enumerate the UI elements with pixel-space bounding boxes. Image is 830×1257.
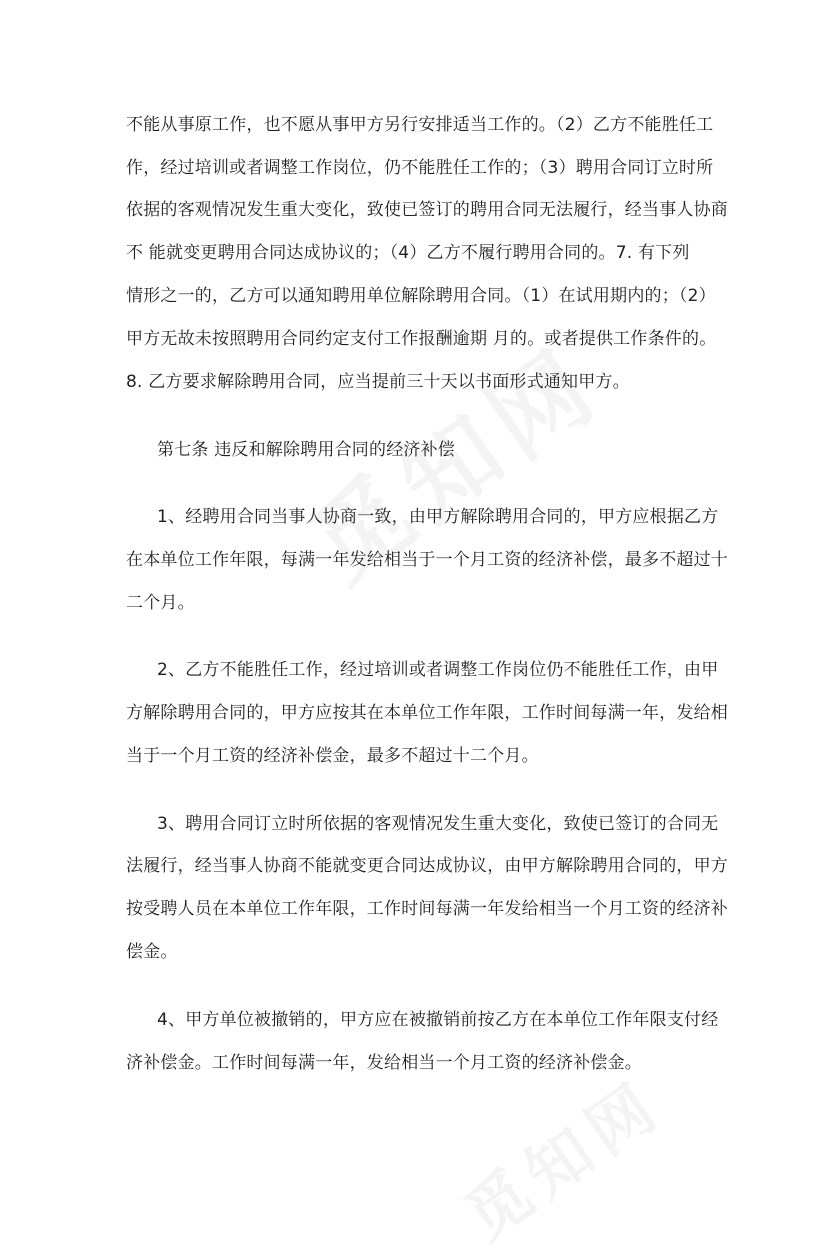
text-line: 3、聘用合同订立时所依据的客观情况发生重大变化，致使已签订的合同无 (157, 814, 719, 834)
text-line: 依据的客观情况发生重大变化，致使已签订的聘用合同无法履行，经当事人协商 (126, 200, 728, 220)
text-line: 4、甲方单位被撤销的，甲方应在被撤销前按乙方在本单位工作年限支付经 (157, 1010, 719, 1030)
text-line: 按受聘人员在本单位工作年限，工作时间每满一年发给相当一个月工资的经济补 (126, 899, 728, 919)
section-heading: 第七条 违反和解除聘用合同的经济补偿 (157, 440, 456, 460)
text-line: 情形之一的，乙方可以通知聘用单位解除聘用合同。（1）在试用期内的；（2） (126, 286, 716, 306)
text-line: 偿金。 (126, 942, 178, 962)
text-line: 2、乙方不能胜任工作，经过培训或者调整工作岗位仍不能胜任工作，由甲 (157, 660, 719, 680)
text-line: 当于一个月工资的经济补偿金，最多不超过十二个月。 (126, 746, 539, 766)
text-line: 作，经过培训或者调整工作岗位，仍不能胜任工作的；（3）聘用合同订立时所 (126, 158, 714, 178)
text-line: 8. 乙方要求解除聘用合同，应当提前三十天以书面形式通知甲方。 (126, 372, 630, 392)
text-line: 二个月。 (126, 593, 195, 613)
watermark (444, 1055, 679, 1257)
text-line: 不能从事原工作，也不愿从事甲方另行安排适当工作的。（2）乙方不能胜任工 (126, 115, 714, 135)
text-line: 方解除聘用合同的，甲方应按其在本单位工作年限，工作时间每满一年，发给相 (126, 703, 728, 723)
text-line: 不 能就变更聘用合同达成协议的；（4）乙方不履行聘用合同的。7. 有下列 (126, 243, 690, 263)
text-line: 在本单位工作年限，每满一年发给相当于一个月工资的经济补偿，最多不超过十 (126, 550, 728, 570)
text-line: 甲方无故未按照聘用合同约定支付工作报酬逾期 月的。或者提供工作条件的。 (126, 329, 717, 349)
text-line: 法履行，经当事人协商不能就变更合同达成协议，由甲方解除聘用合同的，甲方 (126, 856, 728, 876)
text-line: 1、经聘用合同当事人协商一致，由甲方解除聘用合同的，甲方应根据乙方 (157, 507, 719, 527)
text-line: 济补偿金。工作时间每满一年，发给相当一个月工资的经济补偿金。 (126, 1053, 642, 1073)
